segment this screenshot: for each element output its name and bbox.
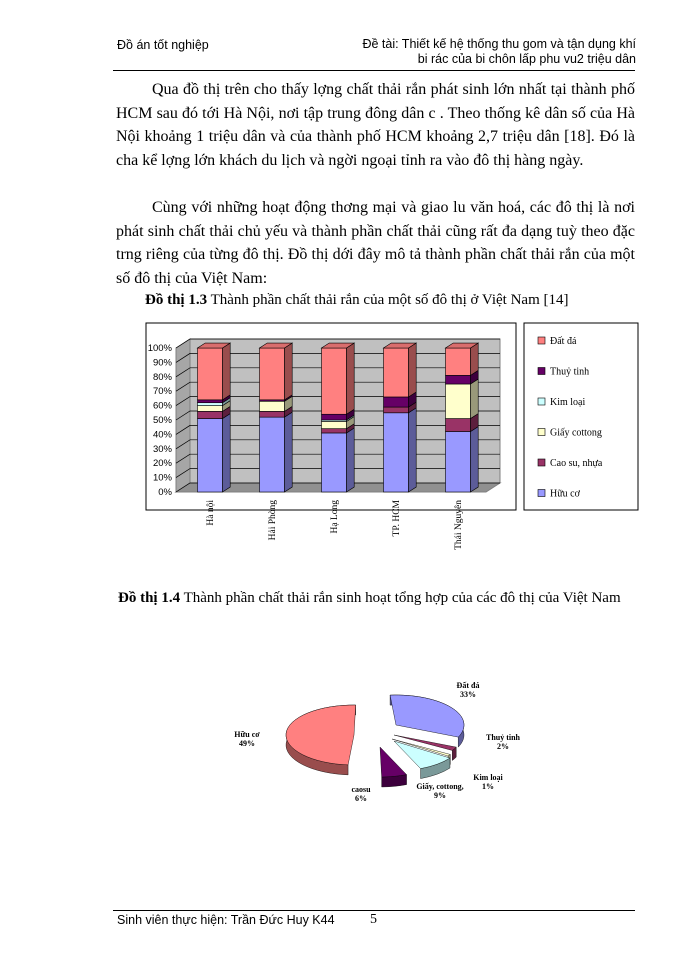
chart1-bar-front <box>260 411 285 417</box>
chart1-ytick-label: 20% <box>152 458 172 470</box>
pie-slice-label-line: Đất đá <box>456 681 480 690</box>
chart1-category-label: Hà nội <box>206 500 216 526</box>
pie-slice-label-line: 1% <box>482 782 494 791</box>
chart1-bar-front <box>260 401 285 411</box>
chart1-legend-swatch <box>538 429 545 436</box>
header-right-line1: Đề tài: Thiết kế hệ thống thu gom và tận dụng khí <box>362 37 636 51</box>
chart1-legend-label: Cao su, nhựa <box>550 458 603 469</box>
chart1-bar-segment <box>384 343 417 397</box>
chart1-bar-front <box>446 348 471 375</box>
chart1-bar-segment <box>198 414 231 492</box>
chart1-legend-swatch <box>538 398 545 405</box>
paragraph-1-text: Qua đồ thị trên cho thấy lợng chất thải rắn phát sinh lớn nhất tại thành phố HCM sau đó tới Hà Nội, nơi tập trung đông dân c . Theo thống kê dân số của Hà Nội khoảng 1 triệu dân và của thành phố HCM khoảng 2,7 triệu dân [18]. Đó là cha kể lợng lớn khách du lịch và ngời ngoại tỉnh ra vào đô thị hàng ngày. <box>116 81 635 169</box>
pie-slice-top <box>390 695 464 737</box>
header-right-line2: bi rác của bi chôn lấp phu vu2 triệu dân <box>417 52 636 66</box>
pie-slice-label-line: Thuỷ tinh <box>485 733 521 742</box>
chart1-bar-front <box>198 348 223 400</box>
chart1-bar-segment <box>384 408 417 492</box>
chart1-caption-label: Đồ thị 1.3 <box>145 292 208 308</box>
chart1-bar-side <box>285 412 293 492</box>
chart1-bar-side <box>223 343 231 400</box>
chart1-caption-text: Thành phần chất thải rắn của một số đô thị ở Việt Nam [14] <box>207 292 569 308</box>
footer-author: Sinh viên thực hiện: Trần Đức Huy K44 <box>117 913 335 927</box>
chart1-legend-label: Đất đá <box>550 336 577 347</box>
chart1-bar-front <box>198 411 223 418</box>
chart1-bar-front <box>446 375 471 384</box>
chart1-bar-side <box>471 427 479 492</box>
chart1-bar-segment <box>446 427 479 492</box>
chart1-ytick-label: 10% <box>152 472 172 484</box>
pie-slice-label-line: Giấy, cottong, <box>416 782 464 791</box>
chart1-ytick-label: 70% <box>152 386 172 398</box>
chart1-bar-segment <box>198 343 231 400</box>
chart1-bar-front <box>198 400 223 403</box>
chart1-category-label: TP. HCM <box>392 500 402 537</box>
chart1-legend-label: Giấy cottong <box>550 427 602 439</box>
pie-slice-label-line: 33% <box>460 690 476 699</box>
chart1-legend-label: Thuỷ tinh <box>550 366 590 378</box>
chart1-ytick-label: 90% <box>152 357 172 369</box>
chart1-bar-front <box>446 432 471 492</box>
chart1-bar-side <box>471 379 479 419</box>
chart1-legend-label: Hữu cơ <box>550 488 580 500</box>
paragraph-2-text: Cùng với những hoạt động thơng mại và giao lu văn hoá, các đô thị là nơi phát sinh chất thải chủ yếu và thành phần chất thải cũng rất đa dạng tuỳ theo đặc trng riêng của từng đô thị. Đồ thị dới đây mô tả thành phần chất thải rắn của một số đô thị của Việt Nam: <box>116 199 635 287</box>
pie-slice <box>390 695 464 747</box>
chart1-ytick-label: 50% <box>152 415 172 426</box>
pie-slice-label-line: Hữu cơ <box>234 730 260 739</box>
chart1-bar-front <box>446 419 471 432</box>
chart1-legend-swatch <box>538 368 545 375</box>
chart1-bar-front <box>384 348 409 397</box>
pie-slice-label-line: 9% <box>434 791 446 800</box>
pie-slice <box>380 747 407 787</box>
chart1-bar-segment <box>260 343 293 400</box>
pie-slice-label-line: 6% <box>355 794 367 803</box>
chart1-bar-segment <box>446 379 479 419</box>
footer-divider <box>113 910 635 911</box>
chart1-ytick-label: 0% <box>158 487 172 498</box>
chart1-category-label: Thái Nguyên <box>454 500 464 550</box>
pie-slice-top <box>380 747 407 777</box>
footer-page-number: 5 <box>370 912 377 927</box>
chart1-bar-front <box>198 403 223 406</box>
chart1-bar-front <box>260 417 285 492</box>
chart1-legend <box>524 323 638 510</box>
chart1-bar-front <box>322 429 347 433</box>
chart1-bar-front <box>322 421 347 428</box>
chart1-bar-front <box>384 397 409 407</box>
chart1-bar-front <box>322 414 347 420</box>
pie-slice-label-line: 49% <box>239 739 255 748</box>
chart1-bar-side <box>347 428 355 492</box>
chart1-bar-front <box>198 419 223 492</box>
chart1-legend-label: Kim loại <box>550 397 586 408</box>
chart2-caption-text: Thành phần chất thải rắn sinh hoạt tổng hợp của các đô thị của Việt Nam <box>180 590 621 606</box>
chart1-bar-front <box>384 413 409 492</box>
pie-slice-label-line: 2% <box>497 742 509 751</box>
chart1-bar-front <box>446 384 471 419</box>
chart1-ytick-label: 40% <box>152 429 172 441</box>
chart1-legend-swatch <box>538 459 545 466</box>
chart1-bar-segment <box>322 428 355 492</box>
chart1-ytick-label: 60% <box>152 400 172 412</box>
chart1-ytick-label: 100% <box>147 343 172 354</box>
chart1-bar-front <box>322 433 347 492</box>
chart1-bar-front <box>322 348 347 414</box>
chart1-bar-side <box>223 414 231 492</box>
chart1-bar-front <box>260 348 285 400</box>
chart1-legend-swatch <box>538 337 545 344</box>
chart2-caption-label: Đồ thị 1.4 <box>118 590 181 606</box>
chart1-bar-segment <box>260 412 293 492</box>
chart1-category-label: Hải Phòng <box>268 500 278 541</box>
chart1-bar-side <box>409 408 417 492</box>
chart1-legend-swatch <box>538 490 545 497</box>
chart1-bar-front <box>384 407 409 413</box>
chart1-bar-side <box>409 343 417 397</box>
chart1-bar-front <box>198 406 223 412</box>
chart1-bar-side <box>471 343 479 375</box>
chart1-bar-side <box>347 343 355 414</box>
chart1-ytick-label: 30% <box>152 443 172 455</box>
chart1-ytick-label: 80% <box>152 371 172 383</box>
chart1-category-label: Hạ Long <box>330 500 340 534</box>
pie-slice <box>286 705 356 775</box>
pie-slice-label-line: caosu <box>351 785 371 794</box>
header-left: Đồ án tốt nghiệp <box>117 38 209 52</box>
pie-slice-label-line: Kim loại <box>473 773 503 782</box>
chart1-bar-side <box>285 343 293 400</box>
chart1-bar-segment <box>322 343 355 414</box>
